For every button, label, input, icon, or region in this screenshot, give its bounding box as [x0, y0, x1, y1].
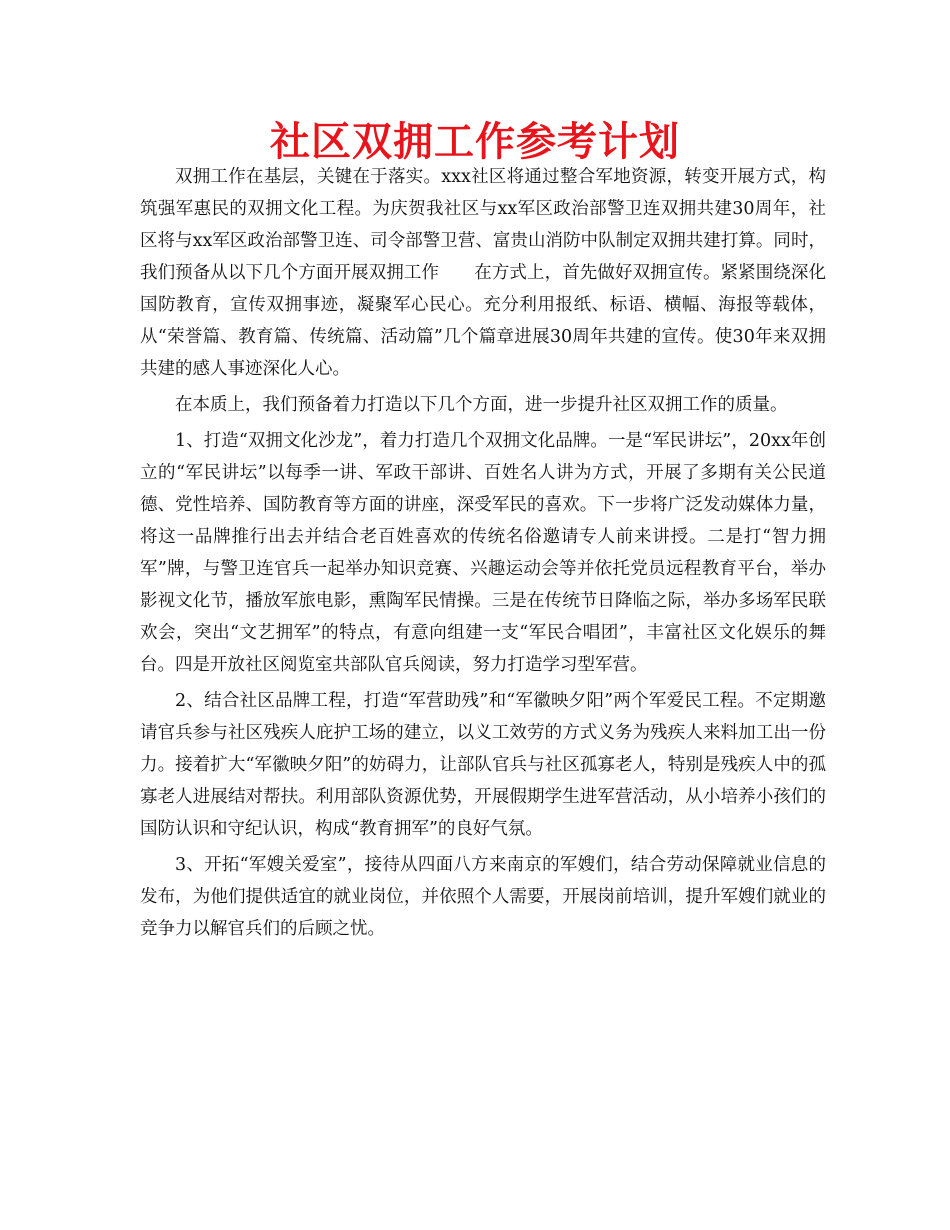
- paragraph-intro: 双拥工作在基层，关键在于落实。xxx社区将通过整合军地资源，转变开展方式，构筑强军惠民的双拥文化工程。为庆贺我社区与xx军区政治部警卫连双拥共建30周年，社区将与xx军区政治部警卫连、司令部警卫营、富贵山消防中队制定双拥共建打算。同时，我们预备从以下几个方面开展双拥工作 在方式上，首先做好双拥宣传。紧紧围绕深化国防教育，宣传双拥事迹，凝聚军心民心。充分利用报纸、标语、横幅、海报等载体，从“荣誉篇、教育篇、传统篇、活动篇”几个篇章进展30周年共建的宣传。使30年来双拥共建的感人事迹深化人心。: [140, 167, 826, 379]
- paragraph-item-2: 2、结合社区品牌工程，打造“军营助残”和“军徽映夕阳”两个军爱民工程。不定期邀请官兵参与社区残疾人庇护工场的建立，以义工效劳的方式义务为残疾人来料加工出一份力。接着扩大“军徽映夕阳”的妨碍力，让部队官兵与社区孤寡老人，特别是残疾人中的孤寡老人进展结对帮扶。利用部队资源优势，开展假期学生进军营活动，从小培养小孩们的国防认识和守纪认识，构成“教育拥军”的良好气氛。: [140, 691, 826, 839]
- document-title: 社区双拥工作参考计划: [270, 119, 680, 165]
- paragraph-item-3: 3、开拓“军嫂关爱室”，接待从四面八方来南京的军嫂们，结合劳动保障就业信息的发布，为他们提供适宜的就业岗位，并依照个人需要，开展岗前培训，提升军嫂们就业的竞争力以解官兵们的后顾之忧。: [140, 855, 826, 939]
- paragraph-item-1: 1、打造“双拥文化沙龙”，着力打造几个双拥文化品牌。一是“军民讲坛”，20xx年创立的“军民讲坛”以每季一讲、军政干部讲、百姓名人讲为方式，开展了多期有关公民道德、党性培养、国防教育等方面的讲座，深受军民的喜欢。下一步将广泛发动媒体力量，将这一品牌推行出去并结合老百姓喜欢的传统名俗邀请专人前来讲授。二是打“智力拥军”牌，与警卫连官兵一起举办知识竞赛、兴趣运动会等并依托党员远程教育平台，举办影视文化节，播放军旅电影，熏陶军民情操。三是在传统节日降临之际，举办多场军民联欢会，突出“文艺拥军”的特点，有意向组建一支“军民合唱团”，丰富社区文化娱乐的舞台。四是开放社区阅览室共部队官兵阅读，努力打造学习型军营。: [140, 431, 826, 675]
- document-body: [140, 161, 826, 949]
- paragraph-essence: 在本质上，我们预备着力打造以下几个方面，进一步提升社区双拥工作的质量。: [175, 395, 788, 415]
